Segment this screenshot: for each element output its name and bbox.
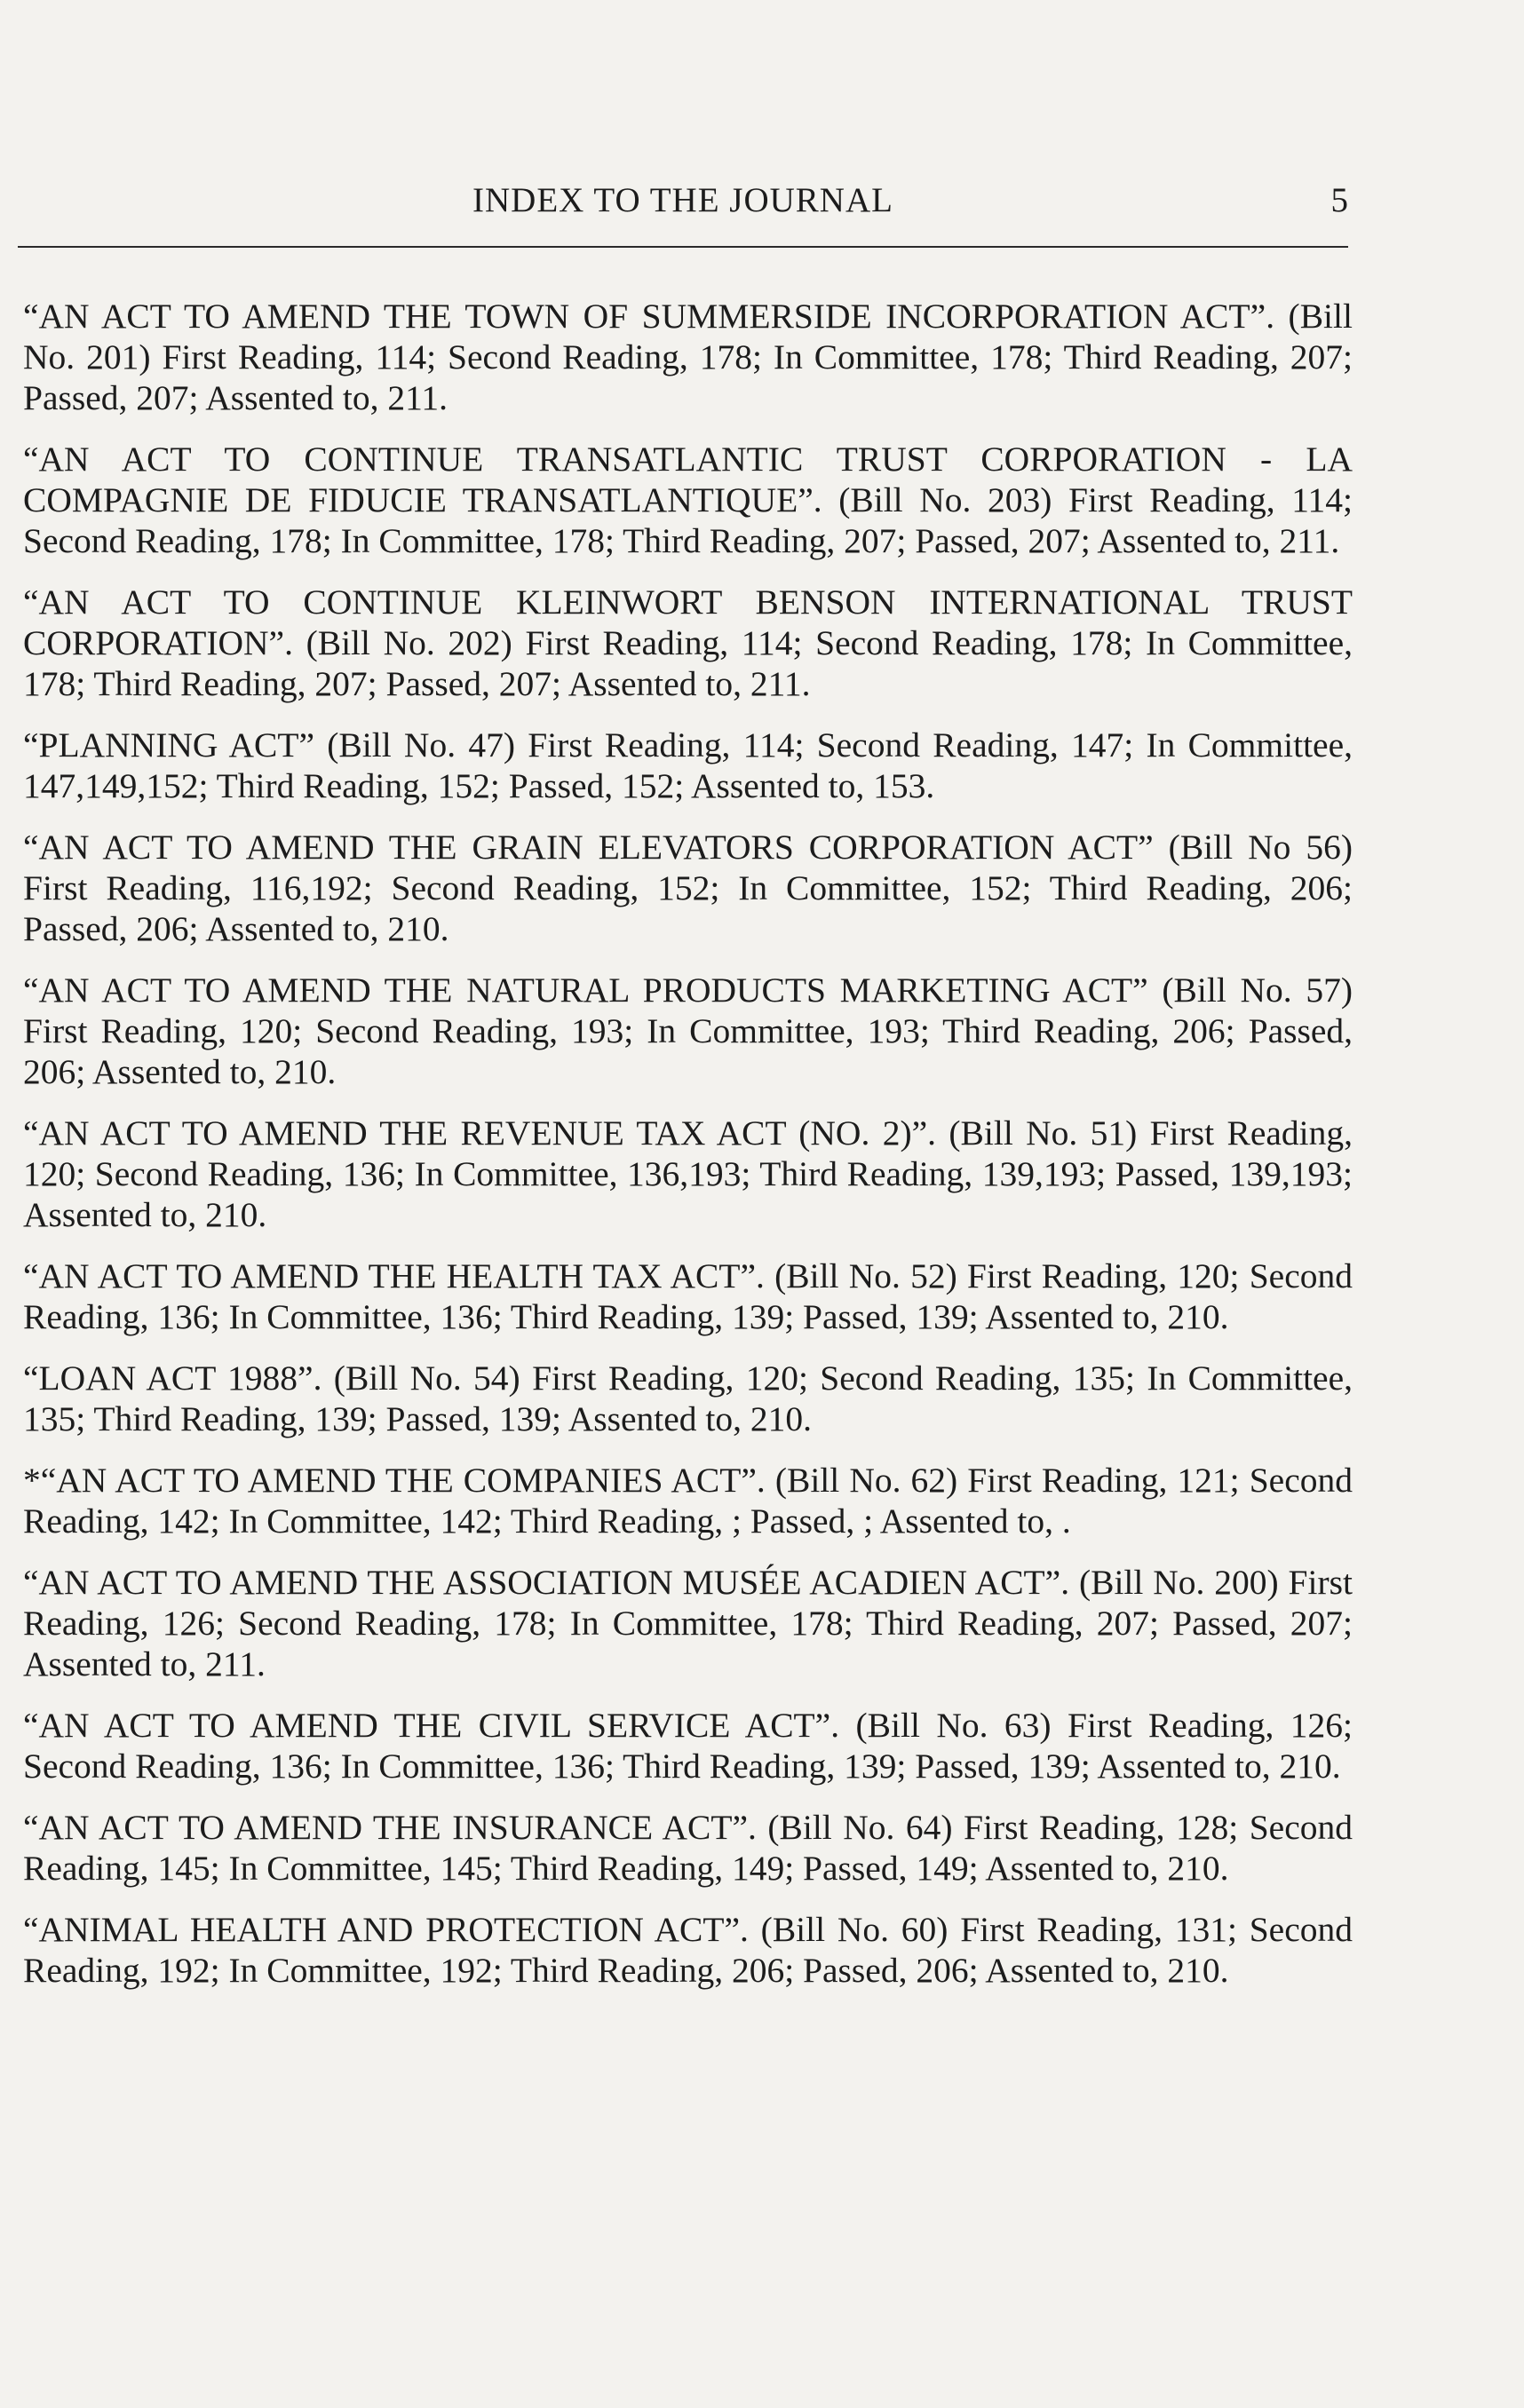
index-entry: “AN ACT TO AMEND THE TOWN OF SUMMERSIDE INCORPORATION ACT”. (Bill No. 201) First Reading, 114; Second Reading, 178; In Committee, 178; Third Reading, 207; Passed, 207; Assented to, 211. bbox=[23, 297, 1353, 417]
index-entry: “ANIMAL HEALTH AND PROTECTION ACT”. (Bill No. 60) First Reading, 131; Second Reading, 192; In Committee, 192; Third Reading, 206; Passed, 206; Assented to, 210. bbox=[23, 1910, 1353, 1990]
index-entry: “AN ACT TO CONTINUE TRANSATLANTIC TRUST CORPORATION - LA COMPAGNIE DE FIDUCIE TRANSATLANTIQUE”. (Bill No. 203) First Reading, 114; Second Reading, 178; In Committee, 178; Third Reading, 207; Passed, 207; Assented to, 211. bbox=[23, 440, 1353, 560]
index-entry: “AN ACT TO AMEND THE NATURAL PRODUCTS MARKETING ACT” (Bill No. 57) First Reading, 120; Second Reading, 193; In Committee, 193; Third Reading, 206; Passed, 206; Assented to, 210. bbox=[23, 970, 1353, 1091]
index-entry: “AN ACT TO AMEND THE CIVIL SERVICE ACT”. (Bill No. 63) First Reading, 126; Second Reading, 136; In Committee, 136; Third Reading, 139; Passed, 139; Assented to, 210. bbox=[23, 1706, 1353, 1786]
index-entry: “AN ACT TO AMEND THE INSURANCE ACT”. (Bill No. 64) First Reading, 128; Second Reading, 145; In Committee, 145; Third Reading, 149; Passed, 149; Assented to, 210. bbox=[23, 1808, 1353, 1888]
index-entry: “AN ACT TO AMEND THE HEALTH TAX ACT”. (Bill No. 52) First Reading, 120; Second Reading, 136; In Committee, 136; Third Reading, 139; Passed, 139; Assented to, 210. bbox=[23, 1256, 1353, 1336]
header-divider bbox=[18, 246, 1348, 248]
page-header bbox=[18, 174, 1348, 227]
index-entry: “AN ACT TO CONTINUE KLEINWORT BENSON INTERNATIONAL TRUST CORPORATION”. (Bill No. 202) First Reading, 114; Second Reading, 178; In Committee, 178; Third Reading, 207; Passed, 207; Assented to, 211. bbox=[23, 582, 1353, 703]
page-title: INDEX TO THE JOURNAL bbox=[472, 181, 893, 219]
index-entry: “AN ACT TO AMEND THE REVENUE TAX ACT (NO. 2)”. (Bill No. 51) First Reading, 120; Second Reading, 136; In Committee, 136,193; Third Reading, 139,193; Passed, 139,193; Assented to, 210. bbox=[23, 1113, 1353, 1234]
index-entries bbox=[23, 296, 1353, 2011]
index-entry: “PLANNING ACT” (Bill No. 47) First Reading, 114; Second Reading, 147; In Committee, 147,149,152; Third Reading, 152; Passed, 152; Assented to, 153. bbox=[23, 725, 1353, 805]
index-entry: *“AN ACT TO AMEND THE COMPANIES ACT”. (Bill No. 62) First Reading, 121; Second Reading, 142; In Committee, 142; Third Reading, ; Passed, ; Assented to, . bbox=[23, 1461, 1353, 1541]
index-entry: “LOAN ACT 1988”. (Bill No. 54) First Reading, 120; Second Reading, 135; In Committee, 135; Third Reading, 139; Passed, 139; Assented to, 210. bbox=[23, 1358, 1353, 1438]
index-entry: “AN ACT TO AMEND THE ASSOCIATION MUSÉE ACADIEN ACT”. (Bill No. 200) First Reading, 126; Second Reading, 178; In Committee, 178; Third Reading, 207; Passed, 207; Assented to, 211. bbox=[23, 1563, 1353, 1683]
page-number: 5 bbox=[1330, 181, 1348, 219]
index-entry: “AN ACT TO AMEND THE GRAIN ELEVATORS CORPORATION ACT” (Bill No 56) First Reading, 116,192; Second Reading, 152; In Committee, 152; Third Reading, 206; Passed, 206; Assented to, 210. bbox=[23, 828, 1353, 948]
